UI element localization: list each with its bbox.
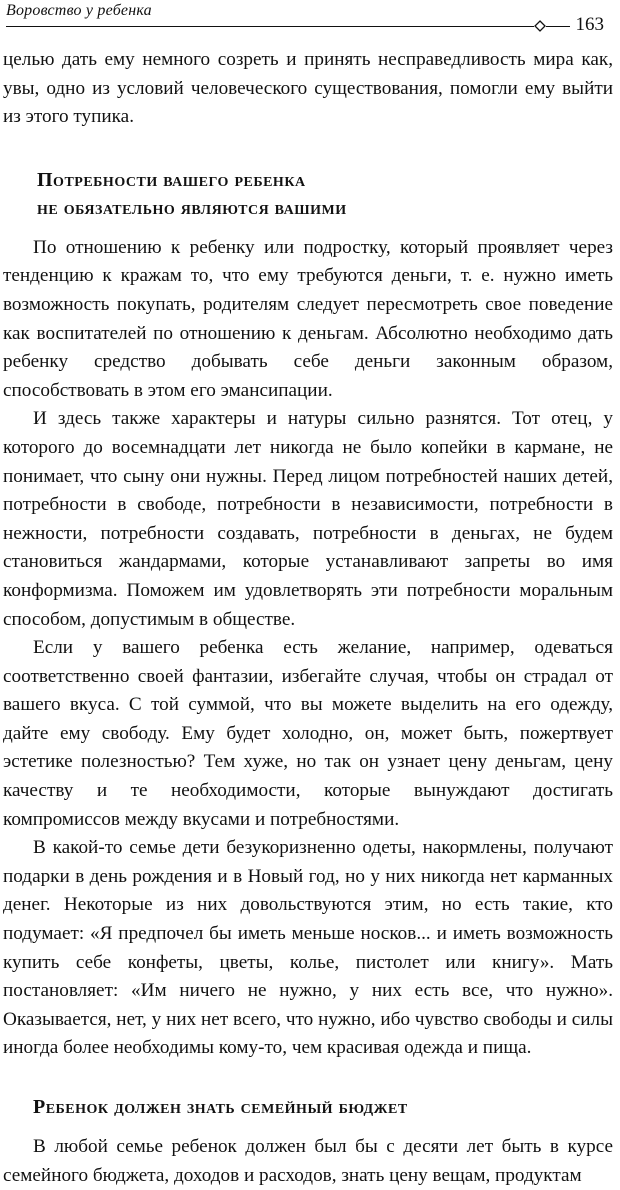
diamond-ornament-icon <box>534 20 546 32</box>
body-text <box>3 46 613 1190</box>
paragraph: По отношению к ребенку или подростку, который проявляет через тенденцию к кражам то, что ему требуются деньги, т. е. нужно иметь возможность покупать, родителям следует пересмотреть свое поведение как воспитателей по отношению к деньгам. Абсолютно необходимо дать ребенку средство добывать себе деньги законным образом, способствовать в этом его эмансипации. <box>3 236 613 401</box>
paragraph: В любой семье ребенок должен был бы с десяти лет быть в курсе семейного бюджета, доходов и расходов, знать цену вещам, продуктам <box>3 1136 613 1186</box>
section-heading-line-1: Потребности вашего ребенка <box>37 168 306 191</box>
intro-paragraph: целью дать ему немного созреть и принять несправедливость мира как, увы, одно из условий человеческого существования, помогли ему выйти из этого тупика. <box>3 49 613 128</box>
header-rule <box>6 26 534 27</box>
section-heading-needs <box>3 166 613 222</box>
paragraph: Если у вашего ребенка есть желание, например, одеваться соответственно своей фантазии, избегайте случая, чтобы он страдал от вашего вкуса. С той суммой, что вы можете выделить на его одежду, дайте ему свободу. Ему будет холодно, он, может быть, пожертвует эстетике полезностью? Тем хуже, но так он узнает цену деньгам, цену качеству и те необходимости, которые вынуждают достигать компромиссов между вкусами и потребностями. <box>3 637 613 830</box>
section-heading-line-2: не обязательно являются вашими <box>37 196 347 219</box>
running-title: Воровство у ребенка <box>6 2 152 19</box>
paragraph: В какой-то семье дети безукоризненно одеты, накормлены, получают подарки в день рождения и в Новый год, но у них никогда нет карманных денег. Некоторые из них довольствуются этим, но есть такие, кто подумает: «Я предпочел бы иметь меньше носков... и иметь возможность купить себе конфеты, цветы, колье, пистолет или книгу». Мать постановляет: «Им ничего не нужно, у них есть все, что нужно». Оказывается, нет, у них нет всего, что нужно, ибо чувство свободы и силы иногда более необходимы кому-то, чем красивая одежда и пища. <box>3 837 613 1059</box>
page-number: 163 <box>575 14 604 35</box>
running-header <box>6 0 614 46</box>
section-heading-budget: Ребенок должен знать семейный бюджет <box>33 1096 408 1118</box>
header-rule-end <box>546 26 570 27</box>
paragraph: И здесь также характеры и натуры сильно разнятся. Тот отец, у которого до восемнадцати лет никогда не было копейки в кармане, не понимает, что сыну они нужны. Перед лицом потребностей наших детей, потребности в свободе, потребности в независимости, потребности в нежности, потребности создавать, потребности в деньгах, не будем становиться жандармами, которые устанавливают запреты во имя конформизма. Поможем им удовлетворять эти потребности моральным способом, допустимым в обществе. <box>3 408 613 630</box>
